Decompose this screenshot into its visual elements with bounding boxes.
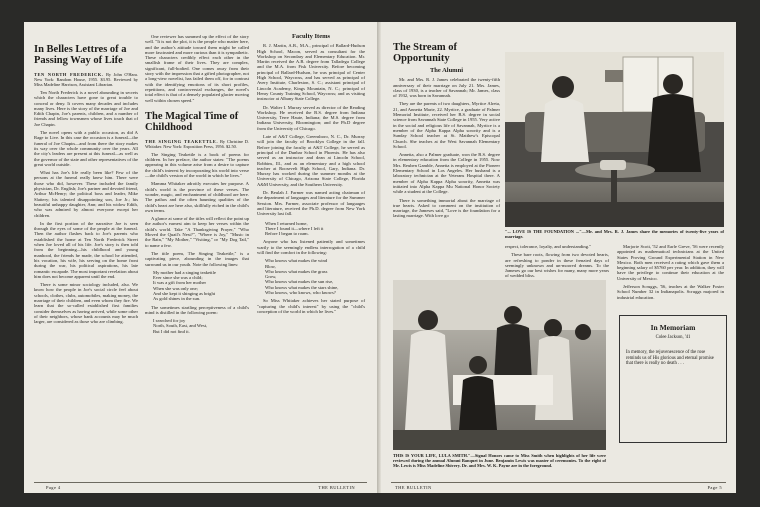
in-memoriam-name: Colee Jackson, '41 <box>655 334 691 340</box>
review2-paragraph: The Singing Teakettle is a book of poems for children. In her preface, the author states: "The poems appearing in this volume arise from a desire to capture the child's interest by incorporating his world into verse—the child's version of the world in which he lives." <box>145 151 249 179</box>
review-column-2 <box>145 34 249 337</box>
banquet-photo-caption: THIS IS YOUR LIFE, LULA SMITH."—Signal Honors came to Miss Smith when highlights of her life were reviewed during the annual Alumni Banquet in June. Benjamin Lewis was master of ceremonies. To the right of Mr. Lewis is Miss Madeline Shivery. Dr. and Mrs. W. K. Payne are in the foreground. <box>393 453 606 468</box>
faculty-paragraph: Dr. Beulah J. Farmer was named acting chairman of the department of languages and literature for the Summer Session. Mrs. Farmer, associate professor of languages and literature, received the Ph.D. degree from New York University last fall. <box>257 190 365 217</box>
alumni-paragraph: There is something immortal about the marriage of true hearts. Asked to comment on the institution of marriage, the Jameses said, "Love is the foundation for a lasting marriage. With love go <box>393 197 500 219</box>
poem-excerpt: Who knows what makes the wind Blow, Who knows what makes the grass Grow, Who knows what makes the sun rise, Who knows what makes the stars shine, Who knows, who knows, who knows? <box>265 258 339 296</box>
couple-photo-image <box>505 52 724 227</box>
alumni-column <box>393 34 500 222</box>
in-memoriam-title: In Memoriam <box>650 323 696 332</box>
review1-paragraph: In the first portion of the narrative Joe is seen through the eyes of some of the people at the funeral. Then the author flashes back to Joe's parents who established the home at Ten North Frederick Street when Joe loved all of his life. Joe's story is then told from the beginning—his childhood and young manhood, the friends he made, the school he attended, his vocation, his wife, his serving on the home front during the war, his political aspirations, his late romantic escapade. The most important revelation about him does not become apparent until the end. <box>34 220 138 279</box>
review1-headline: In Belles Lettres of a Passing Way of Life <box>34 44 127 66</box>
review1-paragraph: What has Joe's life really been like? Few of the persons at the funeral really knew him. There were those who did, however. These included the family physician, Dr. English; Joe's partner and devoted friend, Arthur McHenry; the political boss and leader, Mike Slattery; his talented disappointing son, Joe Jr.; his beautiful unhappy daughter, Ann; and his widow Edith, who was admired by almost everyone except her children. <box>34 170 138 218</box>
alumni-news-paragraph: Jefferson Scruggs, '56, teaches at the Walker Foster School Number 32 in Indianapolis. Scruggs majored in industrial education. <box>617 284 724 300</box>
review1-book-title: TEN NORTH FREDERICK. <box>34 72 104 77</box>
in-memoriam-text: In memory, the rejuvenescence of the rose reminds us of His glorious and eternal promise that there is really no death . . . <box>626 350 714 367</box>
couple-photo <box>505 52 724 227</box>
banquet-photo <box>393 280 606 450</box>
right-page <box>381 22 736 493</box>
review-column-1 <box>34 32 138 327</box>
review2-byline <box>145 139 249 149</box>
footer-rule <box>391 482 726 483</box>
alumni-continued-column <box>505 244 609 282</box>
review2-paragraph: So Miss Whitaker achieves her stated purpose of "capturing the child's interest" by using the "child's conception of the world in which he lives." <box>257 298 365 314</box>
alumni-headline: The Stream of Opportunity <box>393 42 457 64</box>
page-number: Page 4 <box>46 485 61 490</box>
page-number: Page 5 <box>707 485 722 490</box>
review2-paragraph: The title poem, The Singing Teakettle," is a captivating piece, abounding in the images that surround us in our youth. Note the following lines: <box>145 250 249 267</box>
review2-headline: The Magical Time of Childhood <box>145 110 239 133</box>
publication-name: THE BULLETIN <box>318 485 355 490</box>
review2-paragraph: Anyone who has listened patiently and sometimes warily to the seemingly endless interrogation of a child will find the comfort in the following: <box>257 239 365 255</box>
poem-excerpt: When I returned home, There I found it—where I left it Before I began to roam. <box>265 220 324 237</box>
alumni-paragraph: Mr. and Mrs. R. J. James celebrated the twenty-fifth anniversary of their marriage on July 21. Mrs. James, class of 1930, is a teacher of Savannah; Mr. James, class of 1932, was born in Savannah. <box>393 77 500 99</box>
review2-book-title: THE SINGING TEAKETTLE. <box>145 138 219 144</box>
alumni-subhead: The Alumni <box>429 67 464 74</box>
publication-name: THE BULLETIN <box>395 485 432 490</box>
review1-continued-paragraph: One reviewer has summed up the effect of the story well. "It is not the plot, it is the people who matter here, and the author's attitude toward them might be called more fascinated and more curious than it is sympathetic. These characters credibly effect each other in the smallish frame of their lives. They are complex, significant, full-bodied. One comes away from their story with the impression that a gifted photographer, not a long-view novelist, has failed them off, for in contrast with the identifying emotions of its short profiles, repetitions, and controversial exchanges, the novel's total effect is that of a densely populated glacier moving well within chosen speed." <box>145 34 249 103</box>
couple-photo-caption: "... LOVE IS THE FOUNDATION ..."—Mr. and Mrs. R. J. James share the memories of twenty-five years of marriage. <box>505 229 724 239</box>
review2-paragraph: Mamma Whitaker adroitly executes her purpose. A child's world is the province of these verses. The wonder, magic, and enchantment of childhood are here. The pathos and the often haunting qualities of the child's heart are here also, skillfully etched in the child's own terms. <box>145 181 249 213</box>
faculty-headline: Faculty Items <box>291 33 331 40</box>
footer-rule <box>34 482 367 483</box>
poem-excerpt: I searched for joy North, South, East, and West, But I did not find it. <box>153 318 208 334</box>
review1-author-info: By John O'Hara. New York: Random House, 1955. $3.95. Reviewed by Miss Madeline Harrison, Assistant Librarian. <box>34 72 138 87</box>
review1-paragraph: The novel opens with a public occasion, as did A Rage to Live. In this case the occasion is a funeral—the funeral of Joe Chapin—and from there the story makes its way over the whole community over the years. All the city's leaders are present at this funeral—as well as the governor of the state and other representatives of the great world outside. <box>34 130 138 167</box>
alumni-paragraph: Annetta, also a Palmer graduate, won the B.S. degree in elementary education from the College in 1955. Now Mrs. Reuben Gamble, Annetta is employed at the Pioneer Elementary School in Los Angeles. Her husband is a laboratory technician at the Veterans Hospital there. A member of Alpha Kappa Alpha sorority, Annetta was initiated into Alpha Kappa Mu National Honor Society while a student at the College. <box>393 152 500 195</box>
review2-author-info: By Christine D. Whitaker. New York: Exposition Press, 1956. $2.50. <box>145 138 249 149</box>
banquet-photo-image <box>393 280 606 450</box>
in-memoriam-box <box>619 315 727 443</box>
faculty-paragraph: Late of A&T College, Greensboro, N. C., Dr. Murray will join the faculty of Brooklyn College in the fall. Before joining the faculty at A&T College, he served as principal of the Dunbar School in Phoenix. He has also served as an instructor and dean at Lincoln School, Robbins, Ill., and as an elementary and a high school teacher at Roosevelt High School, Gary, Indiana. Dr. Murray has worked during the summer months at the University of Chicago, Arizona State College, Florida A&M University, and the Southern University. <box>257 134 365 187</box>
left-page <box>24 22 377 493</box>
poem-excerpt: My mother had a singing teakettle Ever since she was a child; It was a gift from her mother When she was only one; And she kept it shinging as bright As gold shines in the sun. <box>153 269 216 302</box>
review1-byline <box>34 72 138 87</box>
review1-paragraph: There is some minor sociology included, also. We know how the people in Joe's social circle feel about schools, clothes, clubs, automobiles, making money, the marriage of their children, and even whom they fire. We learn that the so-called established first families consider themselves as having arrived, while some other of their neighbors, whose bank accounts may be much larger, are considered as those who are climbing. <box>34 282 138 325</box>
review1-paragraph: Ten North Frederick is a novel abounding in secrets which the characters have gone to great trouble to conceal or deny. It covers many decades and includes many lives. Here is the story of the marriage of Joe and Edith Chapin, Joe's parents, children, and a number of friends and fellow townsmen whose lives touch that of Joe Chapin. <box>34 90 138 127</box>
alumni-news-column <box>617 244 724 303</box>
faculty-paragraph: R. J. Martin, A.B., M.A., principal of Ballard-Hudson High School, Macon, served as consultant for the Workshop on Secondary and Elementary Education. Mr. Martin received the A.B. degree from Talladega College and the M.A. from Fisk University. Before becoming principal of Ballard-Hudson, he was principal of Center High School, Waycross, and has served as principal of Avery Institute, Charleston, S. C.; assistant principal of Lincoln Academy, Kings Mountain, N. C.; principal of Henry County Training School, Waycross; and as visiting instructor at Albany State College. <box>257 43 365 102</box>
faculty-paragraph: Dr. Walter I. Murray served as director of the Reading Workshop. He received the B.S. degree from Indiana University, Terre Haute, Indiana; the M.S. degree from Indiana University, Bloomington; and the Ph.D degree from the University of Chicago. <box>257 104 365 131</box>
review2-paragraph: A glance at some of the titles will reflect the point up the author's earnest aim to keep her verses within the child's world. Take "A Thanksgiving Prayer," "Who Moved the Quail's Nest?", "Where is Joy," "Music in the Rain," "My Mother," "Visiting," or "My Dog Tail," to name a few. <box>145 216 249 248</box>
faculty-column <box>257 34 365 317</box>
alumni-news-paragraph: Marjorie Scott, '52 and Earle Greve, '56 were recently appointed as mathematical technicians at the United States Proving Ground Experimental Station in New Mexico. Both men received a rating which gave them a beginning salary of $5760 per year. In addition, they will have the privilege to continue their education at the University of Mexico. <box>617 244 724 281</box>
alumni-continued-paragraph: respect, tolerance, loyalty, and understanding." <box>505 244 592 249</box>
review2-paragraph: The sometimes startling perceptiveness of a child's mind is distilled in the following poem: <box>145 304 249 315</box>
alumni-paragraph: They are the parents of two daughters, Myrtice Alreta, 21, and Annetta Marie, 22. Myrtice, a graduate of Palmer Memorial Institute, received her B.S. degree in social science from Savannah State College in 1955. Very active in the social and religious life of Savannah, Myrtice is a member of the Alpha Kappa Alpha sorority and is a Sunday School teacher at St. Matthew's Episcopal Church. She teaches at the West Savannah Elementary School. <box>393 101 500 149</box>
alumni-continued-paragraph: These bare roots, flowing from two devoted hearts, are refreshing to ponder in these frenzied days of seemingly unknown and un-moored dreams. To the Jameses go our best wishes for many, many more years of wedded bliss. <box>505 252 609 279</box>
